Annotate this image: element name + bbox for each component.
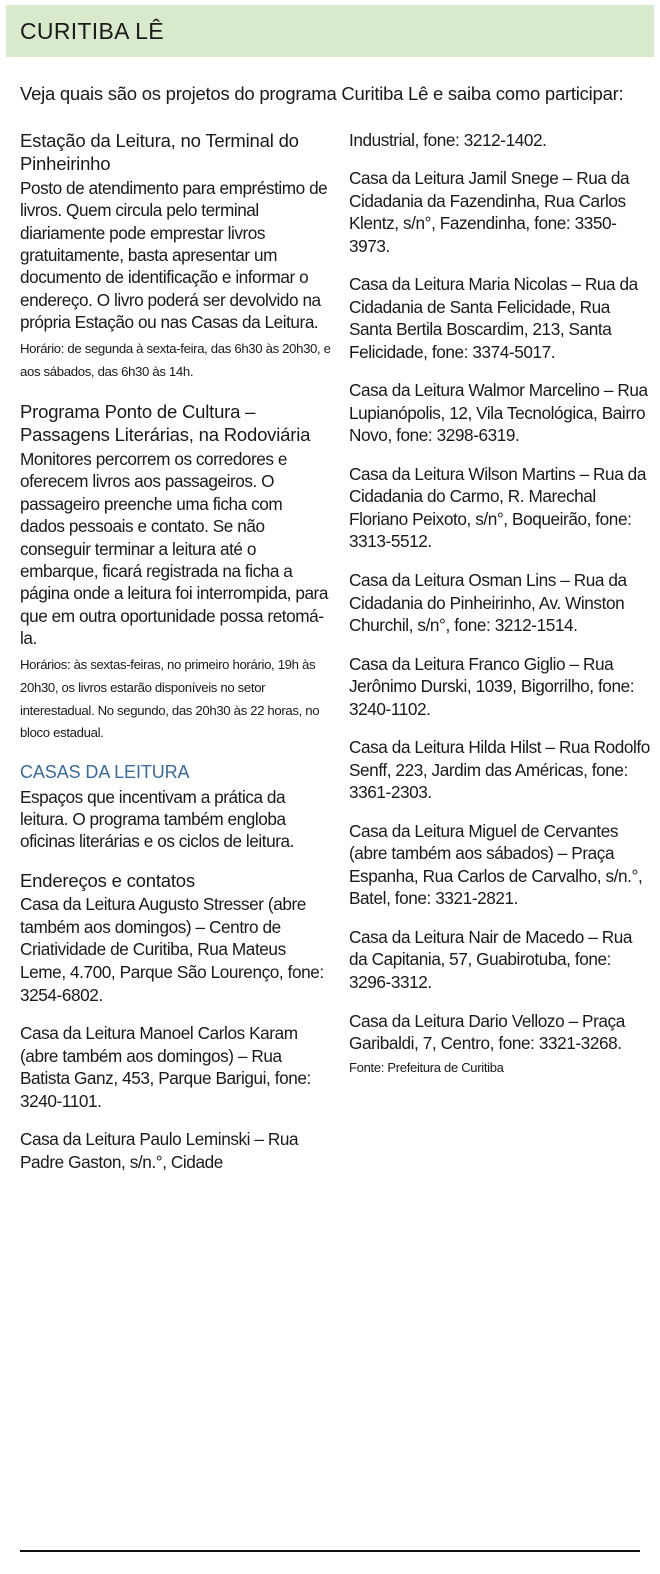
section-enderecos-e-contatos <box>20 869 331 1006</box>
section-heading: Estação da Leitura, no Terminal do Pinheirinho <box>20 129 299 175</box>
address-entry-block <box>349 1010 654 1075</box>
address-entry: Casa da Leitura Miguel de Cervantes (abre também aos sábados) – Praça Espanha, Rua Carlos de Carvalho, s/n.°, Batel, fone: 3321-2821. <box>349 820 643 909</box>
address-entry: Casa da Leitura Walmor Marcelino – Rua Lupianópolis, 12, Vila Tecnológica, Bairro Novo, fone: 3298-6319. <box>349 380 648 446</box>
article-page <box>0 5 660 1574</box>
page-title: CURITIBA LÊ <box>20 17 164 44</box>
address-entry: Casa da Leitura Wilson Martins – Rua da Cidadania do Carmo, R. Marechal Floriano Peixoto, s/n°, Boqueirão, fone: 3313-5512. <box>349 463 646 552</box>
address-entry: Casa da Leitura Hilda Hilst – Rua Rodolfo Senff, 223, Jardim das Américas, fone: 3361-2303. <box>349 737 650 803</box>
address-entry-block <box>349 820 654 910</box>
section-schedule-note: Horário: de segunda à sexta-feira, das 6h30 às 20h30, e aos sábados, das 6h30 às 14h. <box>20 341 331 380</box>
casas-da-leitura-body: Espaços que incentivam a prática da leitura. O programa também engloba oficinas literárias e os ciclos de leitura. <box>20 786 294 852</box>
address-entry: Casa da Leitura Dario Vellozo – Praça Garibaldi, 7, Centro, fone: 3321-3268. <box>349 1010 625 1054</box>
section-casas-da-leitura <box>20 761 331 853</box>
intro-paragraph: Veja quais são os projetos do programa Curitiba Lê e saiba como participar: <box>20 83 624 104</box>
left-column <box>20 129 331 1174</box>
address-entry: Casa da Leitura Franco Giglio – Rua Jerônimo Durski, 1039, Bigorrilho, fone: 3240-1102. <box>349 653 635 719</box>
address-entry: Casa da Leitura Osman Lins – Rua da Cidadania do Pinheirinho, Av. Winston Churchil, s/n°, fone: 3212-1514. <box>349 570 627 636</box>
address-entry: Casa da Leitura Nair de Macedo – Rua da Capitania, 57, Guabirotuba, fone: 3296-3312. <box>349 926 632 992</box>
enderecos-heading: Endereços e contatos <box>20 869 195 891</box>
address-entry-block <box>349 273 654 363</box>
address-entry: Casa da Leitura Jamil Snege – Rua da Cidadania da Fazendinha, Rua Carlos Klentz, s/n°, Fazendinha, fone: 3350-3973. <box>349 168 630 256</box>
section-heading: Programa Ponto de Cultura – Passagens Literárias, na Rodoviária <box>20 400 311 446</box>
two-column-body <box>20 129 650 1174</box>
section-schedule-note: Horários: às sextas-feiras, no primeiro horário, 19h às 20h30, os livros estarão disponíveis no setor interestadual. No segundo, das 20h30 às 22 horas, no bloco estadual. <box>20 657 320 741</box>
address-entry: Industrial, fone: 3212-1402. <box>349 129 547 150</box>
address-entry-block <box>349 569 654 637</box>
address-entry: Casa da Leitura Manoel Carlos Karam (abre também aos domingos) – Rua Batista Ganz, 453, Parque Barigui, fone: 3240-1101. <box>20 1023 311 1111</box>
address-entry-block <box>349 167 654 257</box>
address-entry-block <box>20 1128 331 1173</box>
address-entry: Casa da Leitura Paulo Leminski – Rua Padre Gaston, s/n.°, Cidade <box>20 1129 299 1172</box>
address-entry-block <box>349 736 654 804</box>
section-ponto-de-cultura <box>20 400 331 745</box>
address-entry-block <box>349 463 654 553</box>
address-entry-block <box>349 379 654 447</box>
address-entry-block <box>20 1022 331 1112</box>
address-entry-block <box>349 129 654 152</box>
section-body: Monitores percorrem os corredores e oferecem livros aos passageiros. O passageiro preenche uma ficha com dados pessoais e contato. Se não conseguir terminar a leitura até o embarque, ficará registrada na ficha a página onde a leitura foi interrompida, para que em outra oportunidade possa retomá-la. <box>20 449 328 648</box>
section-estacao-da-leitura <box>20 129 331 384</box>
address-entry: Casa da Leitura Maria Nicolas – Rua da Cidadania de Santa Felicidade, Rua Santa Bertila Boscardim, 213, Santa Felicidade, fone: 3374-5017. <box>349 274 638 362</box>
address-entry: Casa da Leitura Augusto Stresser (abre também aos domingos) – Centro de Criatividade de Curitiba, Rua Mateus Leme, 4.700, Parque São Lourenço, fone: 3254-6802. <box>20 894 324 1005</box>
bottom-divider <box>20 1550 640 1552</box>
source-credit: Fonte: Prefeitura de Curitiba <box>349 1059 504 1075</box>
address-entry-block <box>349 926 654 994</box>
address-entry-block <box>349 653 654 721</box>
right-column <box>349 129 654 1174</box>
page-header <box>6 5 654 57</box>
casas-da-leitura-heading: CASAS DA LEITURA <box>20 762 190 783</box>
section-body: Posto de atendimento para empréstimo de livros. Quem circula pelo terminal diariamente pode emprestar livros gratuitamente, basta apresentar um documento de identificação e informar o endereço. O livro poderá ser devolvido na própria Estação ou nas Casas da Leitura. <box>20 177 328 333</box>
